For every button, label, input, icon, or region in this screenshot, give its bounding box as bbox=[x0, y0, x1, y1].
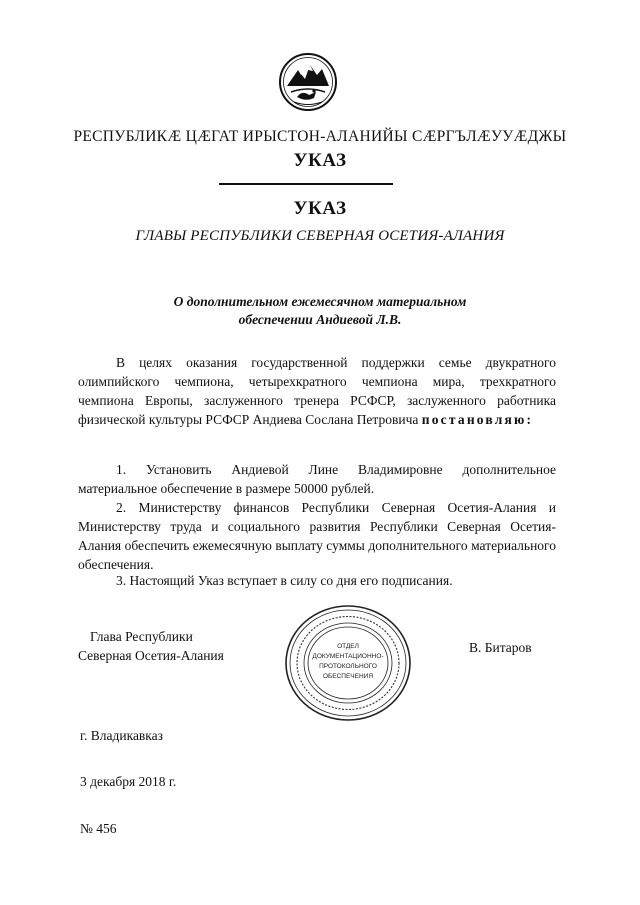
clause-2: 2. Министерству финансов Республики Северная Осетия-Алания и Министерству труда и социального развития Республики Северная Осетия-Алания обеспечить ежемесячную выплату суммы дополнительного материального обеспечения. bbox=[78, 500, 556, 572]
stamp-line-3: ПРОТОКОЛЬНОГО bbox=[319, 663, 377, 670]
decree-subject-line-2: обеспечении Андиевой Л.В. bbox=[238, 312, 402, 327]
signatory-title bbox=[78, 627, 224, 665]
decree-title-ossetian: УКАЗ bbox=[293, 150, 347, 171]
divider-line bbox=[219, 183, 393, 185]
decree-number: № 456 bbox=[80, 821, 117, 836]
stamp-line-4: ОБЕСПЕЧЕНИЯ bbox=[322, 673, 374, 680]
signatory-name: В. Битаров bbox=[469, 640, 532, 655]
stamp-line-1: ОТДЕЛ bbox=[337, 643, 359, 650]
clause-1: 1. Установить Андиевой Лине Владимировне дополнительное материальное обеспечение в размере 50000 рублей. bbox=[78, 462, 556, 496]
stamp-line-2: ДОКУМЕНТАЦИОННО- bbox=[312, 653, 384, 660]
head-of-republic-heading: ГЛАВЫ РЕСПУБЛИКИ СЕВЕРНАЯ ОСЕТИЯ-АЛАНИЯ bbox=[135, 228, 505, 244]
republic-name-ossetian: РЕСПУБЛИКӔ ЦӔГАТ ИРЫСТОН-АЛАНИЙЫ СӔРГЪЛӔУУӔДЖЫ bbox=[73, 128, 567, 145]
preamble-paragraph bbox=[78, 353, 556, 429]
issue-date: 3 декабря 2018 г. bbox=[80, 774, 177, 789]
decree-subject-line-1: О дополнительном ежемесячном материальном bbox=[173, 294, 467, 309]
decree-subject bbox=[0, 293, 640, 329]
coat-of-arms-emblem bbox=[278, 52, 338, 112]
signatory-title-line-2: Северная Осетия-Алания bbox=[78, 648, 224, 663]
issue-city: г. Владикавказ bbox=[80, 728, 163, 743]
clause-3: 3. Настоящий Указ вступает в силу со дня его подписания. bbox=[116, 573, 453, 588]
resolve-word: постановляю: bbox=[421, 412, 534, 427]
decree-title-russian: УКАЗ bbox=[293, 198, 347, 219]
preamble-text: В целях оказания государственной поддержки семье двукратного олимпийского чемпиона, четырехкратного чемпиона мира, трехкратного чемпиона Европы, заслуженного тренера РСФСР, заслуженного работника физической культуры РСФСР Андиева Сослана Петровича bbox=[78, 355, 556, 427]
signatory-title-line-1: Глава Республики bbox=[90, 629, 193, 644]
official-seal-stamp bbox=[284, 604, 412, 722]
